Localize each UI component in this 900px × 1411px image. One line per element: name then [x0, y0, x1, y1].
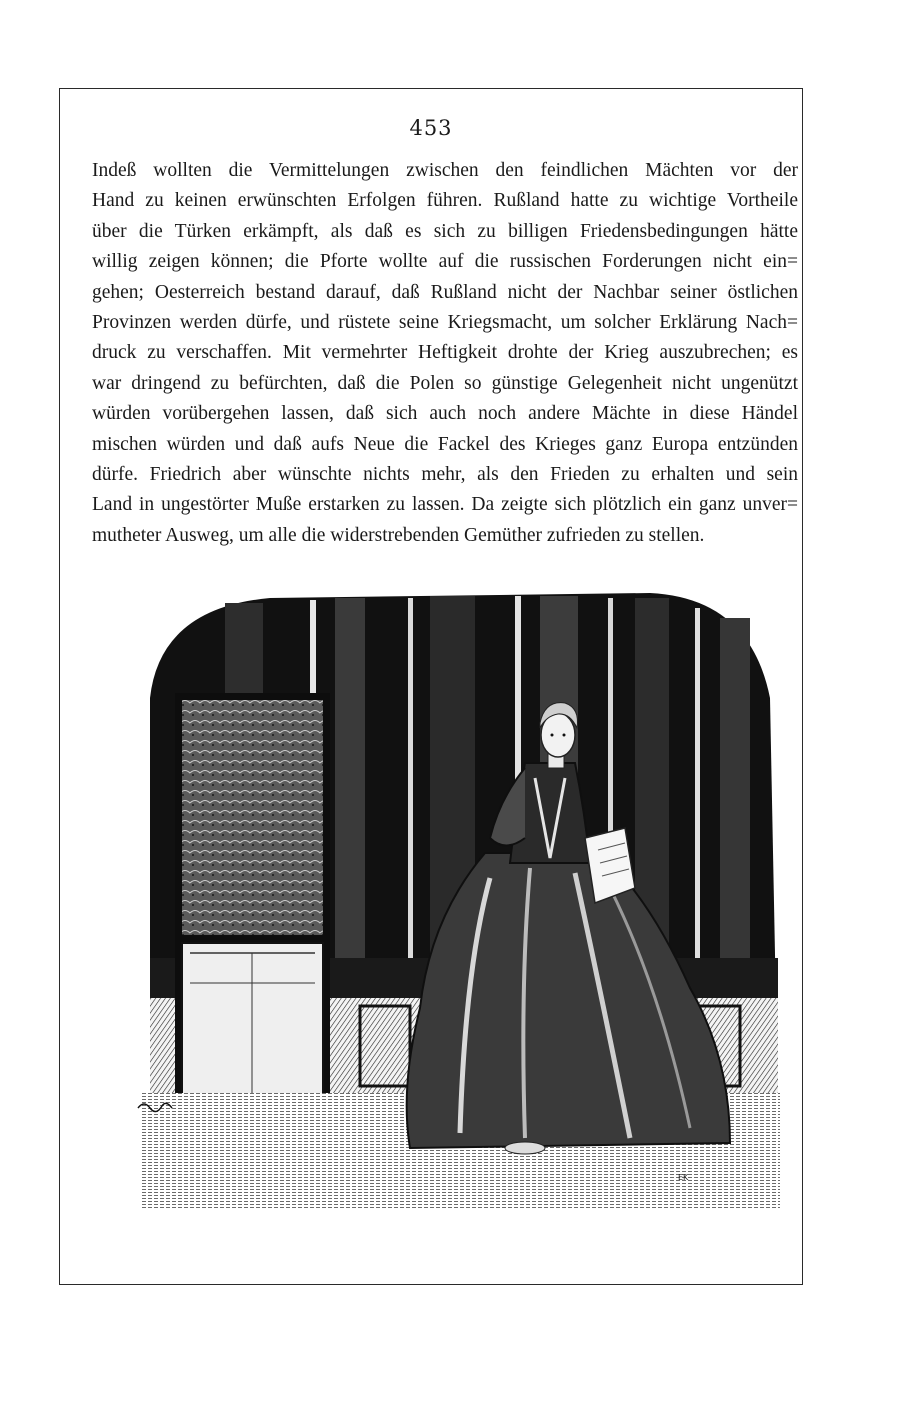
body-text	[92, 156, 798, 551]
doorway-panel	[175, 693, 330, 1113]
text-line: druck zu verschaffen. Mit vermehrter Heftigkeit drohte der Krieg auszubrechen; es	[92, 342, 798, 364]
text-line: würden vorübergehen lassen, daß sich auch noch andere Mächte in diese Händel	[92, 403, 798, 425]
text-line: mischen würden und daß aufs Neue die Fackel des Krieges ganz Europa entzünden	[92, 433, 798, 455]
text-line: gehen; Oesterreich bestand darauf, daß Rußland nicht der Nachbar seiner östlichen	[92, 281, 798, 303]
text-line: Land in ungestörter Muße erstarken zu lassen. Da zeigte sich plötzlich ein ganz unver=	[92, 494, 798, 516]
text-line: mutheter Ausweg, um alle die widerstrebenden Gemüther zufrieden zu stellen.	[92, 524, 705, 546]
text-line: über die Türken erkämpft, als daß es sich zu billigen Friedensbedingungen hätte	[92, 220, 798, 242]
text-line: willig zeigen können; die Pforte wollte auf die russischen Forderungen nicht ein=	[92, 251, 798, 273]
text-line: Provinzen werden dürfe, und rüstete seine Kriegsmacht, um solcher Erklärung Nach=	[92, 312, 798, 334]
engraving-illustration	[130, 588, 785, 1220]
text-line: war dringend zu befürchten, daß die Polen so günstige Gelegenheit nicht ungenützt	[92, 372, 798, 394]
text-line: Hand zu keinen erwünschten Erfolgen führen. Rußland hatte zu wichtige Vortheile	[92, 190, 798, 212]
artist-signature: EK	[678, 1173, 689, 1182]
page-number: 453	[409, 116, 453, 140]
text-line: dürfe. Friedrich aber wünschte nichts mehr, als den Frieden zu erhalten und sein	[92, 464, 798, 486]
text-line: Indeß wollten die Vermittelungen zwischen den feindlichen Mächten vor der	[92, 160, 798, 181]
